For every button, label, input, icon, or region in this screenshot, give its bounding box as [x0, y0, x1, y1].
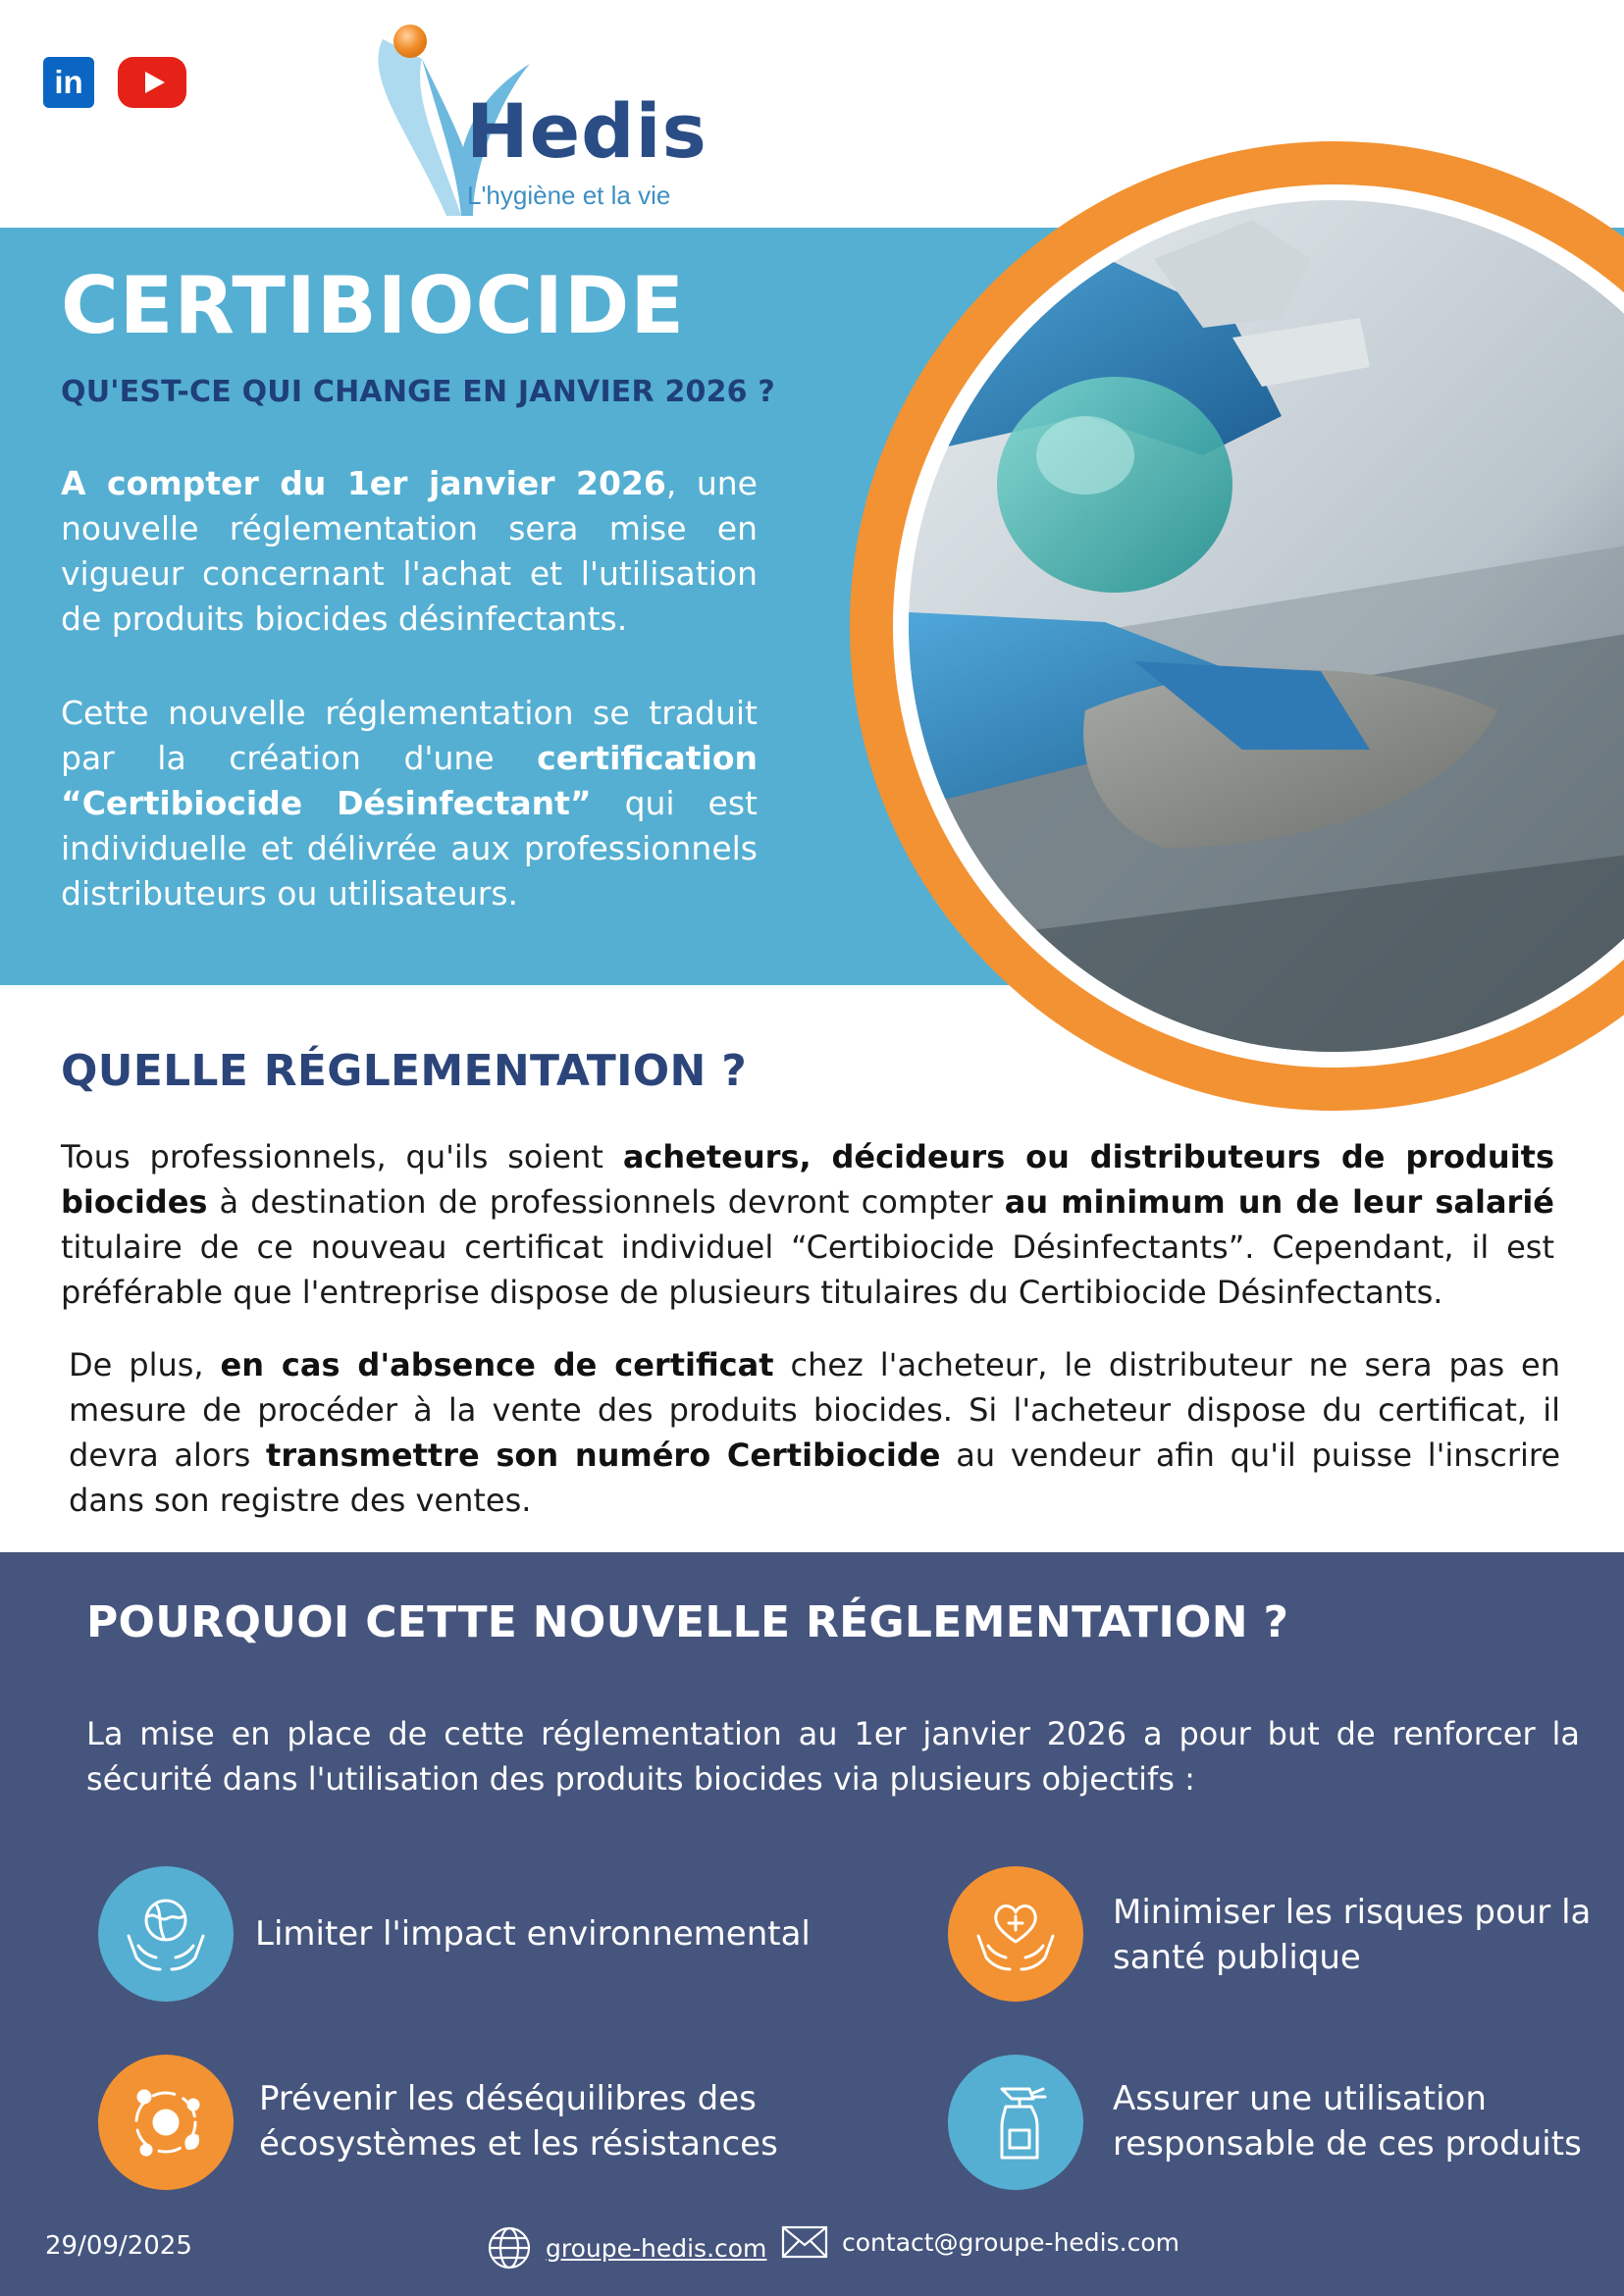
youtube-icon[interactable] [118, 57, 186, 108]
objective-4-text: Assurer une utilisation responsable de ces produits [1113, 2079, 1582, 2164]
footer-email[interactable]: contact@groupe-hedis.com [842, 2227, 1179, 2257]
heart-hands-icon [948, 1866, 1083, 2002]
spray-bottle-icon [948, 2055, 1083, 2190]
linkedin-glyph: in [54, 64, 83, 100]
regulation-paragraph-1: Tous professionnels, qu'ils soient acheteurs, décideurs ou distributeurs de produits biocides à destination de professionnels devront compter au minimum un de leur salarié titulaire de ce nouveau certificat individuel “Certibiocide Désinfectants”. Cependant, il est préférable que l'entreprise dispose de plusieurs titulaires du Certibiocide Désinfectants. [61, 1138, 1555, 1311]
footer-date: 29/09/2025 [45, 2231, 192, 2261]
logo-wordmark: Hedis [466, 87, 707, 175]
footer-website[interactable]: groupe-hedis.com [546, 2233, 767, 2263]
regulation-title: QUELLE RÉGLEMENTATION ? [61, 1046, 748, 1096]
why-title: POURQUOI CETTE NOUVELLE RÉGLEMENTATION ? [86, 1597, 1289, 1647]
footer-email-link[interactable] [781, 2225, 1179, 2259]
hero-subtitle: QU'EST-CE QUI CHANGE EN JANVIER 2026 ? [61, 375, 775, 409]
mail-icon [781, 2225, 828, 2259]
hero-title: CERTIBIOCIDE [61, 260, 685, 351]
regulation-paragraph-2: De plus, en cas d'absence de certificat chez l'acheteur, le distributeur ne sera pas en mesure de procéder à la vente des produits biocides. Si l'acheteur dispose du certificat, il devra alors transmettre son numéro Certibiocide au vendeur afin qu'il puisse l'inscrire dans son registre des ventes. [69, 1346, 1561, 1519]
hero-paragraph-1: A compter du 1er janvier 2026, une nouvelle réglementation sera mise en vigueur concernant l'achat et l'utilisation de produits biocides désinfectants. [61, 464, 758, 638]
objective-3-text: Prévenir les déséquilibres des écosystèmes et les résistances [259, 2079, 778, 2164]
linkedin-icon[interactable] [43, 57, 94, 108]
hero-paragraph-2: Cette nouvelle réglementation se traduit par la création d'une certification “Certibiocide Désinfectant” qui est individuelle et délivrée aux professionnels distributeurs ou utilisateurs. [61, 694, 758, 913]
ecosystem-icon [98, 2055, 234, 2190]
footer-website-link[interactable] [487, 2225, 766, 2270]
globe-hands-icon [98, 1866, 234, 2002]
globe-icon [487, 2225, 532, 2270]
logo-tagline: L'hygiène et la vie [467, 181, 671, 210]
why-intro: La mise en place de cette réglementation au 1er janvier 2026 a pour but de renforcer la sécurité dans l'utilisation des produits biocides via plusieurs objectifs : [86, 1715, 1580, 1798]
objective-1-text: Limiter l'impact environnemental [255, 1914, 811, 1954]
objective-2-text: Minimiser les risques pour la santé publique [1113, 1893, 1592, 1977]
